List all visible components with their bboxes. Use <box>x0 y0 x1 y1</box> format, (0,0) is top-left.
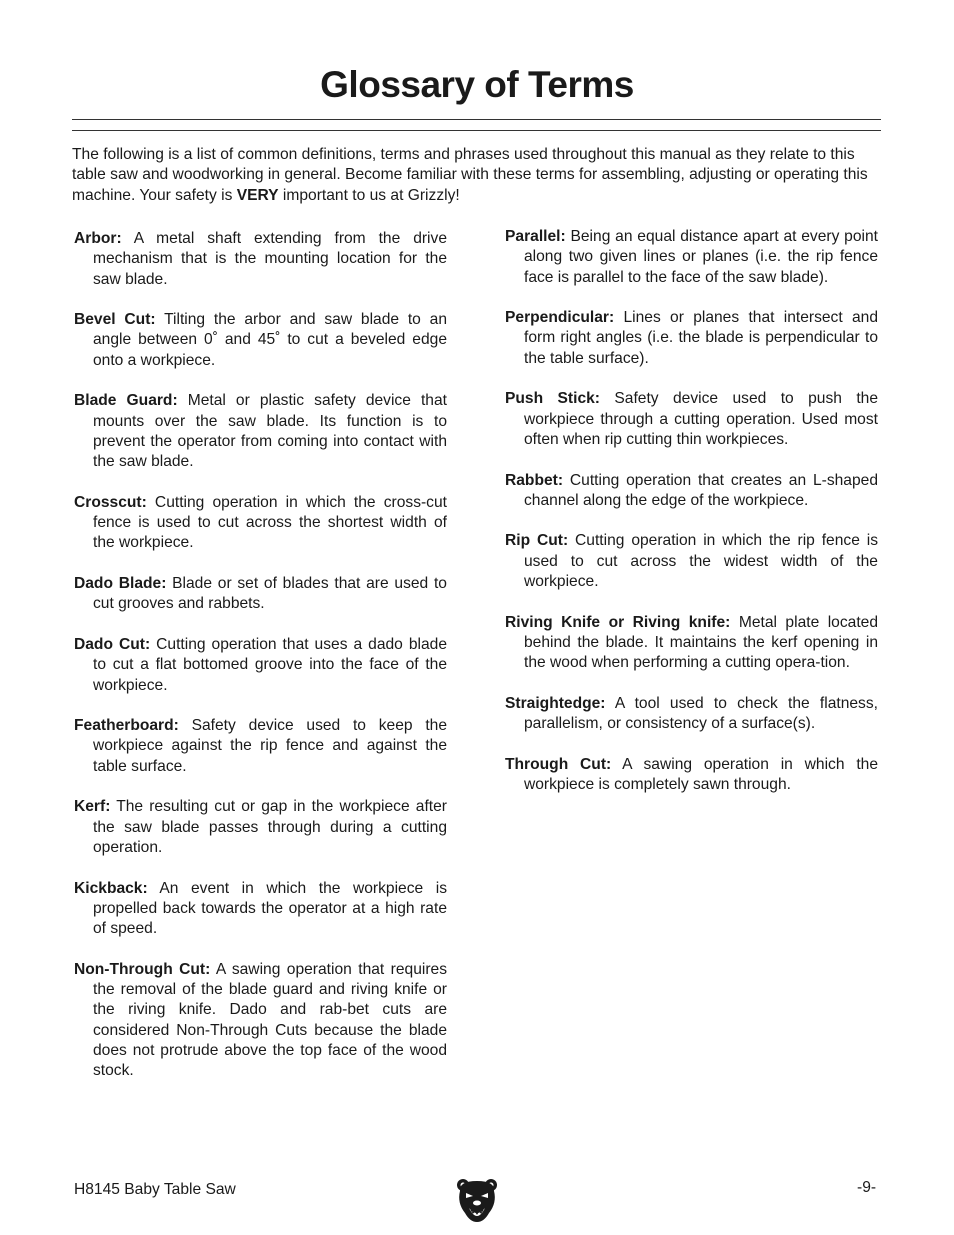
glossary-left-column <box>74 229 447 1102</box>
glossary-term: Kerf: <box>74 798 111 816</box>
glossary-entry-riving-knife <box>505 613 878 674</box>
glossary-definition: Cutting operation in which the cross-cut fence is used to cut across the shortest width of the workpiece. <box>93 493 447 552</box>
glossary-entry-straightedge <box>505 694 878 735</box>
glossary-term: Straightedge: <box>505 694 606 712</box>
glossary-definition: Tilting the arbor and saw blade to an angle between 0˚ and 45˚ to cut a beveled edge onto a workpiece. <box>93 311 447 369</box>
glossary-entry-rip-cut <box>505 531 878 592</box>
glossary-definition: An event in which the workpiece is propelled back towards the operator at a high rate of speed. <box>93 879 447 938</box>
glossary-entry-dado-cut <box>74 635 447 696</box>
glossary-definition: Cutting operation in which the rip fence is used to cut across the widest width of the workpiece. <box>524 532 879 591</box>
glossary-term: Kickback: <box>74 879 148 897</box>
glossary-term: Through Cut: <box>505 755 612 773</box>
glossary-definition: Metal plate located behind the blade. It maintains the kerf opening in the wood when performing a cutting opera-tion. <box>524 613 879 672</box>
glossary-definition: A tool used to check the flatness, parallelism, or consistency of a surface(s). <box>524 694 878 733</box>
glossary-term: Arbor: <box>74 230 122 247</box>
glossary-definition: Safety device used to keep the workpiece against the rip fence and against the table surface. <box>93 717 447 775</box>
glossary-term: Push Stick: <box>505 390 600 408</box>
footer-model-name: H8145 Baby Table Saw <box>74 1181 236 1198</box>
glossary-entry-parallel <box>505 227 878 288</box>
glossary-entry-kerf <box>74 797 447 858</box>
glossary-right-column <box>505 227 878 816</box>
glossary-definition: A sawing operation that requires the removal of the blade guard and riving knife or the riving knife. Dado and rab-bet cuts are considered Non-Through Cuts because the blade does not protrude above the top face of the wood stock. <box>93 960 447 1080</box>
glossary-term: Crosscut: <box>74 493 147 511</box>
intro-text: The following is a list of common definitions, terms and phrases used throughout this manual as they relate to this table saw and woodworking in general. Become familiar with these terms for assembling, adjusting or operating this machine. Your safety is <box>72 146 868 204</box>
glossary-term: Dado Blade: <box>74 575 167 593</box>
glossary-entry-featherboard <box>74 716 447 777</box>
glossary-term: Rabbet: <box>505 471 564 489</box>
glossary-entry-non-through-cut <box>74 960 447 1082</box>
glossary-definition: Lines or planes that intersect and form right angles (i.e. the blade is perpendicular to the table surface). <box>524 309 878 367</box>
title-divider-bottom <box>72 130 881 131</box>
glossary-entry-bevel-cut <box>74 310 447 371</box>
glossary-entry-arbor <box>74 229 447 290</box>
glossary-entry-through-cut <box>505 755 878 796</box>
glossary-entry-crosscut <box>74 493 447 554</box>
glossary-entry-rabbet <box>505 471 878 512</box>
glossary-entry-perpendicular <box>505 308 878 369</box>
glossary-entry-dado-blade <box>74 574 447 615</box>
glossary-definition: The resulting cut or gap in the workpiece after the saw blade passes through during a cutting operation. <box>93 798 447 856</box>
glossary-definition: Blade or set of blades that are used to cut grooves and rabbets. <box>93 575 447 613</box>
glossary-definition: Cutting operation that creates an L-shaped channel along the edge of the workpiece. <box>524 471 878 509</box>
glossary-definition: Cutting operation that uses a dado blade to cut a flat bottomed groove into the face of the workpiece. <box>93 635 447 694</box>
glossary-definition: A metal shaft extending from the drive mechanism that is the mounting location for the saw blade. <box>93 230 447 288</box>
glossary-term: Featherboard: <box>74 717 179 735</box>
intro-text-end: important to us at Grizzly! <box>278 186 460 204</box>
glossary-definition: Safety device used to push the workpiece through a cutting operation. Used most often when rip cutting thin workpieces. <box>524 390 879 448</box>
glossary-term: Non-Through Cut: <box>74 960 211 978</box>
glossary-definition: A sawing operation in which the workpiece is completely sawn through. <box>524 755 878 794</box>
glossary-definition: Metal or plastic safety device that mounts over the saw blade. Its function is to prevent the operator from coming into contact with the saw blade. <box>93 392 447 471</box>
intro-paragraph <box>72 145 882 206</box>
glossary-entry-kickback <box>74 879 447 940</box>
glossary-entry-blade-guard <box>74 391 447 472</box>
intro-emphasis: VERY <box>236 186 279 204</box>
page-number: -9- <box>857 1179 877 1196</box>
glossary-term: Perpendicular: <box>505 309 615 327</box>
glossary-term: Parallel: <box>505 228 566 245</box>
glossary-term: Riving Knife or Riving knife: <box>505 613 731 631</box>
glossary-term: Rip Cut: <box>505 532 569 550</box>
glossary-term: Blade Guard: <box>74 392 178 410</box>
glossary-definition: Being an equal distance apart at every point along two given lines or planes (i.e. the rip fence face is parallel to the face of the saw blade). <box>524 228 878 286</box>
glossary-entry-push-stick <box>505 389 878 450</box>
page-title: Glossary of Terms <box>320 64 634 105</box>
title-divider-top <box>72 119 881 120</box>
glossary-term: Bevel Cut: <box>74 311 156 329</box>
grizzly-bear-logo-icon <box>456 1177 498 1223</box>
glossary-term: Dado Cut: <box>74 635 151 653</box>
